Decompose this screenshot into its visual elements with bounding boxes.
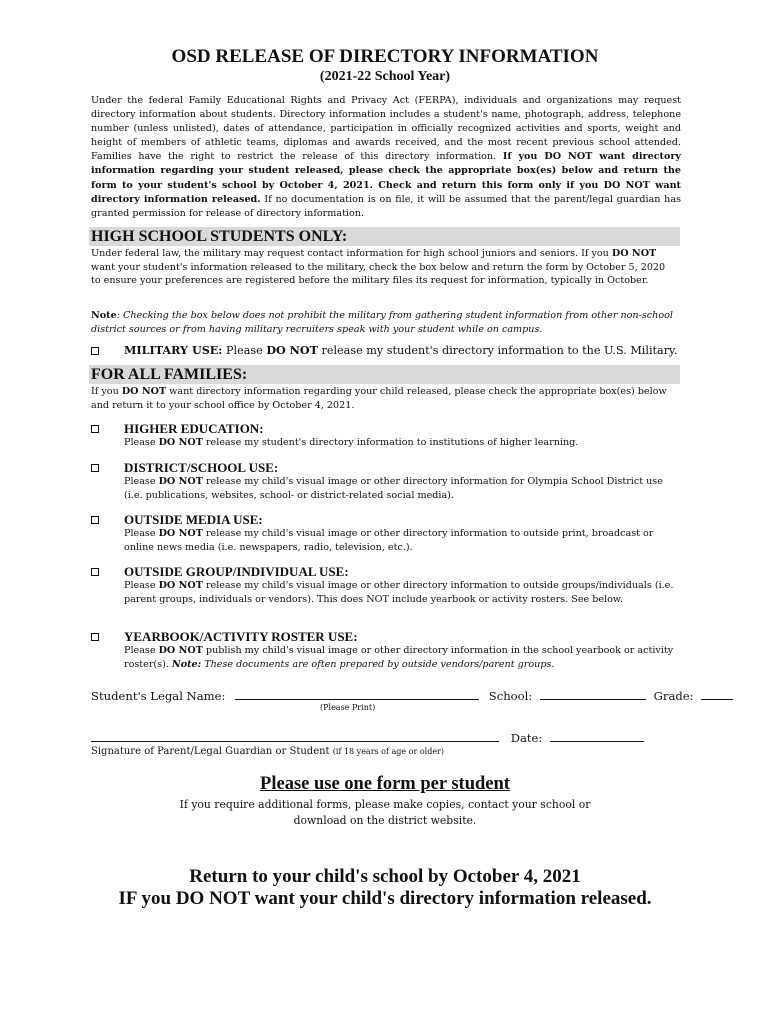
outside-media-use-checkbox[interactable] [91,516,99,524]
option-title: HIGHER EDUCATION: [124,421,264,436]
all-families-heading: FOR ALL FAMILIES: [89,365,680,384]
all-families-paragraph [91,385,676,412]
school-label: School: [488,689,533,703]
intro-end-text: If no documentation is on file, it will be assumed that the parent/legal guardian has granted permission for release of directory information. [91,193,682,219]
outside-group-individual-use-checkbox[interactable] [91,568,99,576]
option-text: Please [124,476,159,487]
option-text-end: release my child's visual image or other directory information to outside print, broadcast or online news media (i.e. newspapers, radio, television, etc.). [124,528,654,553]
option-note: These documents are often prepared by outside vendors/parent groups. [201,658,555,670]
military-use-text: Please [222,344,267,357]
military-note [91,309,676,336]
school-field[interactable] [540,689,646,700]
intro-paragraph [91,94,681,221]
option-text: Please [124,528,159,539]
date-label: Date: [510,731,543,745]
intro-text: Under the federal Family Educational Rights and Privacy Act (FERPA), individuals and organizations may request directory information about students. Directory information includes a student's name, photograph, address, telephone number (unless unlisted), dates of attendance, participation in officially recognized activities and sports, weight and height of members of athletic teams, diplomas and awards received, and the most recent previous school attended. Families have the right to restrict the release of this directory information. [91,95,681,163]
option-body [124,579,684,606]
grade-label: Grade: [653,689,694,703]
return-condition-line: IF you DO NOT want your child's directory information released. [118,888,652,909]
option-bold: DO NOT [158,528,203,539]
option-text-end: release my student's directory information to institutions of higher learning. [202,437,579,448]
note-label: Note [91,310,117,321]
option-body [124,475,684,502]
signature-field[interactable] [91,731,499,742]
military-use-text-end: release my student's directory information to the U.S. Military. [317,344,678,357]
school-year-subtitle: (2021-22 School Year) [319,69,451,84]
military-para-text-end: want your student's information released to the military, check the box below and return the form by October 5, 2020 to ensure your preferences are registered before the military files its request for information, typically in October. [91,261,666,287]
all-families-bold: DO NOT [121,386,167,397]
student-info-row [91,689,733,703]
military-use-checkbox[interactable] [91,347,99,355]
military-use-option [124,343,677,357]
option-note-label: Note: [171,658,202,670]
additional-forms-line-1: If you require additional forms, please make copies, contact your school or [179,798,591,811]
military-para-bold: DO NOT [611,248,657,259]
option-text-end: publish my child's visual image or other directory information in the school yearbook or activity roster(s). [124,645,674,670]
military-use-bold: DO NOT [266,343,318,357]
option-bold: DO NOT [158,476,203,487]
option-title: OUTSIDE MEDIA USE: [124,512,263,527]
student-name-field[interactable] [235,689,479,700]
one-form-per-student-heading: Please use one form per student [260,774,510,794]
district-school-use-checkbox[interactable] [91,464,99,472]
student-name-label: Student's Legal Name: [91,689,226,703]
outside-media-use-option [124,512,684,554]
option-bold: DO NOT [158,645,203,656]
option-text: Please [124,580,159,591]
signature-label: Signature of Parent/Legal Guardian or Student [91,746,330,757]
district-school-use-option [124,460,684,502]
option-bold: DO NOT [158,580,203,591]
option-body [124,644,684,671]
date-field[interactable] [550,731,644,742]
yearbook-activity-roster-use-checkbox[interactable] [91,633,99,641]
outside-group-individual-use-option [124,564,684,606]
please-print-hint: (Please Print) [320,703,376,712]
grade-field[interactable] [701,689,733,700]
option-body [124,436,684,450]
option-text-end: release my child's visual image or other directory information for Olympia School District use (i.e. publications, websites, school- or district-related social media). [124,476,663,501]
option-text: Please [124,645,159,656]
option-text: Please [124,437,159,448]
option-title: DISTRICT/SCHOOL USE: [124,460,279,475]
higher-education-checkbox[interactable] [91,425,99,433]
all-families-text-end: want directory information regarding your child released, please check the appropriate box(es) below and return it to your school office by October 4, 2021. [91,386,667,411]
signature-caption [91,746,444,757]
military-paragraph [91,247,676,288]
option-body [124,527,684,554]
military-para-text: Under federal law, the military may request contact information for high school juniors and seniors. If you [91,248,612,259]
form-title: OSD RELEASE OF DIRECTORY INFORMATION [171,46,599,67]
yearbook-activity-roster-use-option [124,629,684,671]
option-title: YEARBOOK/ACTIVITY ROSTER USE: [124,629,358,644]
additional-forms-note [0,797,770,828]
higher-education-option [124,421,684,450]
signature-date-row [91,731,644,745]
all-families-text: If you [91,386,122,397]
signature-age-note: (if 18 years of age or older) [332,747,445,756]
additional-forms-line-2: download on the district website. [293,813,477,827]
option-text-end: release my child's visual image or other directory information to outside groups/individuals (i.e. parent groups, individuals or vendors). This does NOT include yearbook or activity rosters. See below. [124,580,674,605]
option-title: OUTSIDE GROUP/INDIVIDUAL USE: [124,564,349,579]
military-use-label: MILITARY USE: [124,343,223,357]
option-bold: DO NOT [158,437,203,448]
return-deadline-line: Return to your child's school by October 4, 2021 [189,866,581,887]
intro-bold-text: If you DO NOT want directory information regarding your student released, please check the appropriate box(es) below and return the form to your student's school by October 4, 2021. Check and return this form only if you DO NOT want directory information released. [91,151,681,205]
high-school-heading: HIGH SCHOOL STUDENTS ONLY: [89,227,680,246]
note-text: : Checking the box below does not prohibit the military from gathering student information from other non-school district sources or from having military recruiters speak with your student while on campus. [91,310,673,335]
